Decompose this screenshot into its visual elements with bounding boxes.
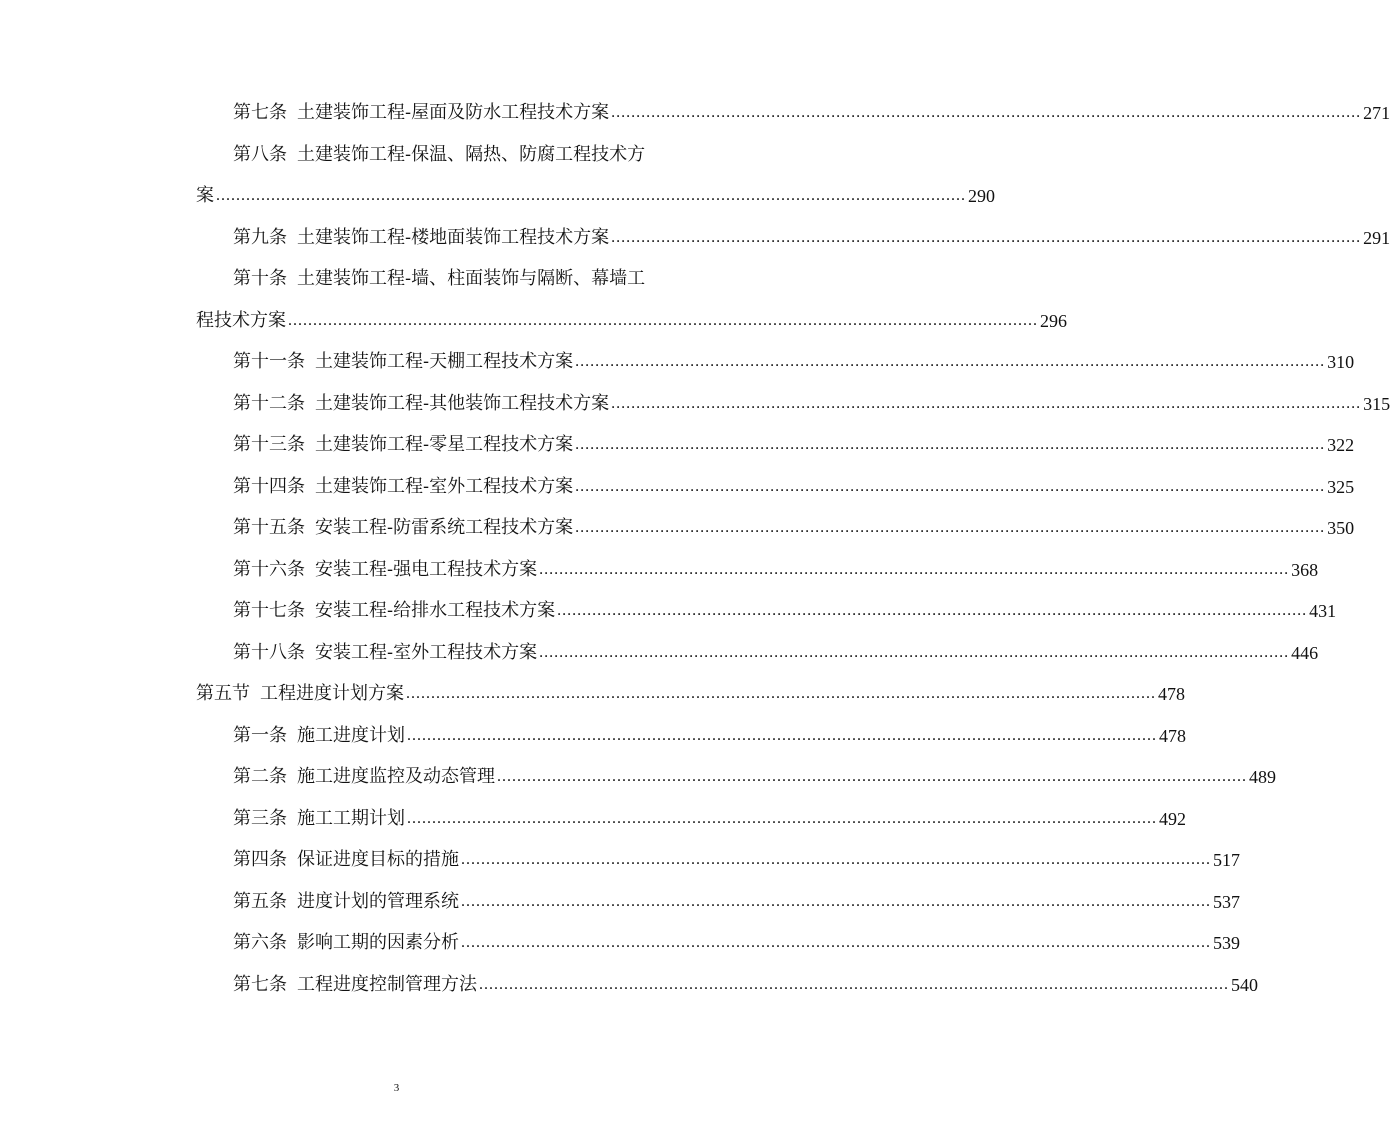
toc-entry-continuation[interactable]	[196, 303, 1067, 333]
toc-leader-dots: ......................................................................................................................................................	[216, 187, 966, 204]
toc-entry-title: 施工工期计划	[297, 808, 405, 829]
toc-entry[interactable]	[233, 842, 1240, 872]
toc-leader-dots: ......................................................................................................................................................	[575, 353, 1326, 370]
toc-entry-number: 第八条	[233, 144, 287, 165]
toc-entry[interactable]	[233, 967, 1258, 997]
toc-entry-title: 影响工期的因素分析	[297, 932, 459, 953]
toc-entry-title: 进度计划的管理系统	[297, 891, 459, 912]
toc-leader-dots: ......................................................................................................................................................	[497, 768, 1247, 785]
toc-entry-number: 第十六条	[233, 559, 305, 580]
toc-entry[interactable]	[233, 386, 1390, 416]
toc-entry-page: 489	[1249, 767, 1276, 787]
toc-leader-dots: ......................................................................................................................................................	[575, 478, 1326, 495]
toc-leader-dots: ......................................................................................................................................................	[407, 810, 1157, 827]
toc-entry-number: 第十三条	[233, 434, 305, 455]
toc-entry-page: 368	[1291, 560, 1319, 580]
toc-entry-page: 517	[1213, 850, 1240, 870]
toc-entry-page: 291	[1363, 228, 1390, 248]
toc-entry[interactable]	[233, 469, 1355, 499]
toc-entry-continuation[interactable]	[196, 178, 995, 208]
toc-entry-page: 478	[1159, 726, 1186, 746]
toc-entry[interactable]	[233, 95, 1390, 125]
toc-entry-page: 290	[968, 186, 995, 206]
toc-entry-number: 第六条	[233, 932, 287, 953]
toc-entry-title: 安装工程-强电工程技术方案	[315, 559, 538, 580]
toc-entry-page: 540	[1231, 975, 1258, 995]
toc-entry-number: 第十条	[233, 268, 287, 289]
toc-entry-title: 土建装饰工程-墙、柱面装饰与隔断、幕墙工	[297, 268, 646, 289]
toc-entry-title: 施工进度监控及动态管理	[297, 766, 495, 787]
toc-entry-title: 安装工程-防雷系统工程技术方案	[315, 517, 574, 538]
toc-entry-page: 310	[1327, 352, 1355, 372]
toc-entry-number: 第十八条	[233, 642, 305, 663]
toc-entry[interactable]	[233, 261, 673, 291]
toc-leader-dots: ......................................................................................................................................................	[575, 436, 1326, 453]
toc-entry-page: 350	[1327, 518, 1355, 538]
toc-entry-page: 478	[1158, 684, 1185, 704]
toc-leader-dots: ......................................................................................................................................................	[611, 104, 1362, 121]
toc-entry[interactable]	[233, 925, 1240, 955]
toc-entry-title: 施工进度计划	[297, 725, 405, 746]
toc-entry-number: 第十一条	[233, 351, 305, 372]
toc-entry-number: 第七条	[233, 974, 287, 995]
toc-entry-page: 539	[1213, 933, 1240, 953]
toc-entry-title: 土建装饰工程-其他装饰工程技术方案	[315, 393, 610, 414]
toc-entry-number: 第十四条	[233, 476, 305, 497]
toc-entry-page: 492	[1159, 809, 1186, 829]
toc-entry[interactable]	[233, 427, 1355, 457]
toc-entry-title: 土建装饰工程-楼地面装饰工程技术方案	[297, 227, 610, 248]
toc-entry-page: 325	[1327, 477, 1355, 497]
toc-leader-dots: ......................................................................................................................................................	[461, 934, 1211, 951]
toc-entry-title: 安装工程-给排水工程技术方案	[315, 600, 556, 621]
toc-entry-number: 第三条	[233, 808, 287, 829]
toc-entry-page: 431	[1309, 601, 1337, 621]
toc-entry-number: 第十七条	[233, 600, 305, 621]
toc-entry-number: 第四条	[233, 849, 287, 870]
toc-entry[interactable]	[233, 718, 1186, 748]
toc-entry-title: 安装工程-室外工程技术方案	[315, 642, 538, 663]
toc-entry[interactable]	[233, 344, 1355, 374]
toc-entry-number: 第十二条	[233, 393, 305, 414]
toc-entry-title: 土建装饰工程-屋面及防水工程技术方案	[297, 102, 610, 123]
page-number-footer: 3	[393, 1082, 400, 1094]
toc-entry-title: 土建装饰工程-零星工程技术方案	[315, 434, 574, 455]
toc-entry-number: 第九条	[233, 227, 287, 248]
toc-entry-page: 315	[1363, 394, 1390, 414]
toc-entry[interactable]	[233, 220, 1390, 250]
toc-entry-title: 工程进度控制管理方法	[297, 974, 477, 995]
toc-entry-page: 446	[1291, 643, 1319, 663]
toc-entry-number: 第五条	[233, 891, 287, 912]
toc-entry[interactable]	[233, 593, 1337, 623]
toc-entry-page: 296	[1040, 311, 1067, 331]
toc-entry-page: 271	[1363, 103, 1390, 123]
toc-leader-dots: ......................................................................................................................................................	[461, 893, 1211, 910]
toc-entry-number: 第二条	[233, 766, 287, 787]
toc-entry[interactable]	[233, 137, 673, 167]
toc-leader-dots: ......................................................................................................................................................	[575, 519, 1326, 536]
toc-entry[interactable]	[233, 635, 1319, 665]
toc-entry-title: 土建装饰工程-天棚工程技术方案	[315, 351, 574, 372]
toc-section-number: 第五节	[196, 683, 250, 704]
toc-entry[interactable]	[233, 759, 1276, 789]
toc-leader-dots: ......................................................................................................................................................	[288, 312, 1038, 329]
toc-leader-dots: ......................................................................................................................................................	[539, 561, 1290, 578]
toc-leader-dots: ......................................................................................................................................................	[611, 395, 1362, 412]
toc-entry-title: 保证进度目标的措施	[297, 849, 459, 870]
toc-entry[interactable]	[233, 801, 1186, 831]
toc-entry-page: 322	[1327, 435, 1355, 455]
toc-entry-number: 第七条	[233, 102, 287, 123]
toc-leader-dots: ......................................................................................................................................................	[479, 976, 1229, 993]
toc-section-title: 工程进度计划方案	[260, 683, 404, 704]
toc-section[interactable]	[196, 676, 1185, 706]
toc-leader-dots: ......................................................................................................................................................	[407, 727, 1157, 744]
toc-entry-title-cont: 案	[196, 185, 214, 206]
toc-entry-title: 土建装饰工程-保温、隔热、防腐工程技术方	[297, 144, 646, 165]
toc-leader-dots: ......................................................................................................................................................	[406, 685, 1156, 702]
toc-entry-number: 第十五条	[233, 517, 305, 538]
toc-entry[interactable]	[233, 510, 1355, 540]
toc-entry-number: 第一条	[233, 725, 287, 746]
toc-entry[interactable]	[233, 552, 1319, 582]
toc-leader-dots: ......................................................................................................................................................	[461, 851, 1211, 868]
toc-leader-dots: ......................................................................................................................................................	[611, 229, 1362, 246]
toc-leader-dots: ......................................................................................................................................................	[539, 644, 1290, 661]
toc-entry-title-cont: 程技术方案	[196, 310, 286, 331]
toc-entry-page: 537	[1213, 892, 1240, 912]
toc-entry[interactable]	[233, 884, 1240, 914]
toc-leader-dots: ......................................................................................................................................................	[557, 602, 1308, 619]
toc-entry-title: 土建装饰工程-室外工程技术方案	[315, 476, 574, 497]
